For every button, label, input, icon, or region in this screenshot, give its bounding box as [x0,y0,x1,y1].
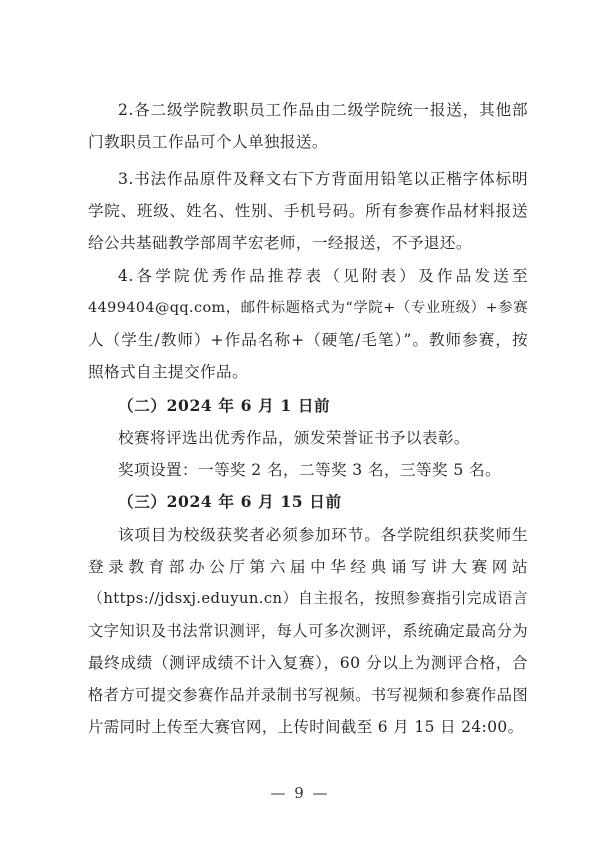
section-2-line-1: 校赛将评选出优秀作品，颁发荣誉证书予以表彰。 [118,429,470,447]
page-number: — 9 — [270,784,330,802]
section-2-heading: （二）2024 年 6 月 1 日前 [118,396,331,415]
paragraph-4-line-2: 4499404@qq.com，邮件标题格式为“学院+（专业班级）+参赛 [88,300,528,316]
paragraph-2-line-1: 2.各二级学院教职员工作品由二级学院统一报送，其他部 [118,101,528,119]
section-3-heading: （三）2024 年 6 月 15 日前 [118,492,342,511]
section-3-line-5: 最终成绩（测评成绩不计入复赛），60 分以上为测评合格，合 [88,654,528,672]
section-3-line-7: 片需同时上传至大赛官网，上传时间截至 6 月 15 日 24:00。 [88,718,524,736]
paragraph-4-line-4: 照格式自主提交作品。 [88,363,248,381]
section-3-line-1: 该项目为校级获奖者必须参加环节。各学院组织获奖师生 [118,526,528,544]
paragraph-4-line-1: 4.各学院优秀作品推荐表（见附表）及作品发送至 [118,267,528,285]
section-3-line-3: （https://jdsxj.eduyun.cn）自主报名，按照参赛指引完成语言 [88,590,528,607]
section-3-line-2: 登录教育部办公厅第六届中华经典诵写讲大赛网站 [88,558,528,576]
section-3-line-4: 文字知识及书法常识测评，每人可多次测评，系统确定最高分为 [88,622,528,640]
paragraph-3-line-2: 学院、班级、姓名、性别、手机号码。所有参赛作品材料报送 [88,202,528,220]
section-2-line-2: 奖项设置：一等奖 2 名，二等奖 3 名，三等奖 5 名。 [118,461,501,479]
paragraph-4-line-3: 人（学生/教师）+作品名称+（硬笔/毛笔）”。教师参赛，按 [88,331,528,349]
section-3-line-6: 格者方可提交参赛作品并录制书写视频。书写视频和参赛作品图 [88,686,528,704]
paragraph-2-line-2: 门教职员工作品可个人单独报送。 [88,133,328,151]
paragraph-3-line-3: 给公共基础教学部周芊宏老师，一经报送，不予退还。 [88,234,472,252]
paragraph-3-line-1: 3.书法作品原件及释文右下方背面用铅笔以正楷字体标明 [118,170,528,188]
